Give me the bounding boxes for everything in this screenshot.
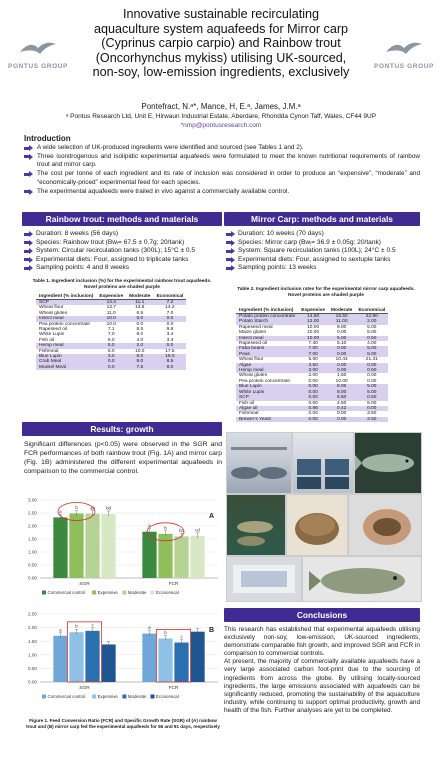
table-cell: 5.00 [367,400,377,406]
intro-text: A wide selection of UK-produced ingredients were identified and sourced (see Tables 1 and 2). [37,144,304,151]
table-cell: 9.0 [126,359,153,364]
y-tick-label: 2.00 [28,523,37,529]
logo-text: PONTUS GROUP [8,63,68,70]
table-cell: 2.00 [308,373,318,379]
table-cell: 3.3 [166,337,174,343]
table-cell: 13.6 [135,305,145,311]
table-cell: 14.2 [165,305,175,311]
y-tick-label: 2.00 [28,625,37,631]
significance-letter: a [148,523,151,529]
arrow-bullet-icon [24,248,33,254]
arrow-bullet-icon [226,231,235,237]
photo-fish-tank [226,494,286,556]
arrow-bullet-icon [24,240,33,246]
table-cell: 10.00 [307,330,320,336]
x-tick-label: SGR [79,582,90,587]
y-tick-label: 1.50 [28,536,37,542]
table-cell: 0.0 [96,359,126,364]
table-cell: 1.60 [337,373,347,379]
table-cell: 0.00 [328,417,355,422]
table-cell: Insect meal [236,336,298,341]
bird-icon [8,38,68,61]
significance-letter: a [59,627,62,633]
legend-label: Moderate [127,694,147,699]
table-cell: 11.0 [106,310,116,316]
list-item [24,247,222,256]
table-cell: 13.7 [106,305,116,311]
results-paragraph: Significant differences (p<0.05) were observed in the SGR and FCR performances of both rainbow trout (Fig. 1A) and mirror carp (Fig. 1B) administered the different experimental aquafeeds in comparison to the commercial control. [24,441,222,475]
significance-letter: b [75,623,78,629]
chart-a [22,494,222,602]
column-header: Ingredient (% inclusion) [236,307,298,314]
table-cell: 10.0 [106,321,116,327]
table-cell: 0.00 [337,411,347,417]
table-cell: 3.50 [367,411,377,417]
logo-left [8,38,68,72]
bar [158,638,172,682]
table-cell: Wheat gluten [239,373,268,379]
table-cell: 0.50 [355,368,388,373]
list-item [226,239,422,248]
table-cell: 12.00 [298,319,328,324]
table-cell: Hemp meal [236,368,298,373]
column-header: Ingredient (% inclusion) [36,293,96,300]
table-cell: 5.10 [337,341,347,347]
table-cell: 5.00 [367,324,377,330]
title-line: (Oncorhynchus mykiss) utilising UK-sourced, [95,50,347,65]
table-cell: 8.0 [126,354,153,359]
logo-right [374,38,434,72]
table-cell: 7.1 [107,327,115,333]
bullet-text: Duration: 10 weeks (70 days) [238,230,324,237]
title-line: aquaculture system aquafeeds for Mirror carp [93,21,349,36]
table-cell: Faba beans [236,346,298,351]
bullet-text: Sampling points: 4 and 8 weeks [36,264,130,272]
y-tick-label: 1.00 [28,549,37,555]
table-cell: 7.0 [107,332,115,338]
table-cell: Potato protein concentrate [236,314,298,320]
carp-heading: Mirror Carp: methods and materials [224,212,420,226]
table-cell: 10.00 [307,324,320,330]
x-tick-label: FCR [168,686,179,691]
arrow-bullet-icon [24,171,33,177]
legend-swatch [92,591,96,595]
bullet-text: Experimental diets: Four, assigned to triplicate tanks [36,255,189,263]
bullet-text: System: Circular recirculation tanks (300L); 15°C ± 0.5 [36,247,196,255]
conclusions-heading: Conclusions [224,608,420,622]
table-cell: Fish oil [239,400,255,406]
table-cell: Rapeseed oil [39,327,68,333]
carp-bullets [226,230,422,273]
list-item [24,256,222,265]
title-line: non-soy, low-emission ingredients, exclusively [92,65,350,80]
table-cell: 5.00 [355,352,388,357]
list-item [226,247,422,256]
table-cell: 0.00 [328,352,355,357]
table-cell: 7.00 [298,346,328,351]
bar [53,517,67,578]
arrow-bullet-icon [226,240,235,246]
table-cell: 14.4 [96,300,126,306]
photo-feed-pellets [286,494,348,556]
results-heading: Results: growth [22,422,222,436]
x-tick-label: SGR [79,686,90,691]
list-item [24,153,420,170]
poster-title [62,7,380,80]
table-cell: Insect meal [36,316,96,321]
table-cell: 5.00 [367,330,377,336]
significance-letter: b [164,629,167,635]
legend-label: Commercial control [47,694,86,699]
table-cell: 0.00 [298,390,328,395]
photo-feed-hand [348,494,422,556]
table-cell: 3.4 [166,332,174,338]
legend-swatch [42,591,46,595]
y-tick-label: 0.00 [28,679,37,685]
table-cell: 3.50 [298,363,328,368]
chart-b [22,608,222,706]
bullet-text: Species: Rainbow trout (Bwᵢ= 67.5 ± 0.7g; 20/tank) [36,238,185,246]
legend-swatch [122,695,126,699]
significance-letter: a [148,625,151,631]
bar [53,636,67,682]
table-cell: Potato Starch [236,319,298,324]
column-header: Economical [153,293,186,300]
photo-tanks-square [292,432,354,494]
bar [101,514,115,578]
bullet-text: Species: Mirror carp (Bwᵢ= 36.9 ± 0.05g; 20/tank) [238,238,382,246]
bar [174,643,188,682]
bullet-text: Sampling points: 13 weeks [238,264,317,272]
panel-label: B [208,627,214,634]
intro-text: The experimental aquafeeds were trailed in vivo against a commercially available control. [37,187,290,195]
list-item [24,170,420,187]
table-cell: 0.00 [328,346,355,351]
column-header: Expensive [96,293,126,300]
legend-label: Commercial control [47,590,86,595]
table-cell: Blue Lupin [36,354,96,359]
table-cell: 5.0 [126,316,153,321]
bar [69,514,83,578]
table-cell: 7.00 [298,352,328,357]
figure1-caption: Figure 1. Feed Conversion Ratio (FCR) and Specific Growth Rate (SGR) of (A) rainbow trout and (B) mirror carp fed the experimental aquafeeds for 56 and 91 days, respectively [26,718,220,729]
table-cell: Pea protein concentrate [39,321,90,327]
arrow-bullet-icon [24,231,33,237]
arrow-bullet-icon [24,265,33,271]
table-cell: 0.0 [153,316,186,321]
table-cell: 10.0 [96,316,126,321]
list-item [24,264,222,273]
table-cell: 2.0 [126,343,153,348]
table-cell: Fishmeal [39,348,59,354]
affiliation: ᵃ Pontus Research Ltd, Unit E, Hirwaun Industrial Estate, Aberdare, Rhondda Cynon Taff, Wales, CF44 9UP [65,113,377,120]
bar [85,631,99,682]
table-cell: Wheat flour [39,305,64,311]
table2 [236,307,388,422]
table-cell: 5.00 [355,346,388,351]
table-cell: 0.00 [355,406,388,411]
y-tick-label: 0.50 [28,666,37,671]
table-cell: 3.00 [298,368,328,373]
table-cell: Algae [236,363,298,368]
significance-letter: a [59,508,62,514]
title-line: Innovative sustainable recirculating [122,7,319,21]
significance-letter: b [75,505,78,511]
table-cell: 22.90 [355,314,388,320]
y-tick-label: 3.00 [28,497,37,503]
list-item [226,230,422,239]
table-cell: 21.31 [365,357,378,363]
table-cell: 5.00 [355,384,388,389]
table-cell: 2.50 [355,417,388,422]
table-cell: 0.00 [298,384,328,389]
column-header: Economical [355,307,388,314]
table-cell: 8.5 [136,327,144,333]
table-cell: 4.00 [367,341,377,347]
authors: Pontefract, N.ᵃ*, Mance, H, E.ᵃ, James, J.M.ᵃ [141,102,301,111]
table-cell: Maize gluten [239,330,267,336]
list-item [24,188,420,196]
y-tick-label: 0.00 [28,575,37,581]
table-cell: Rapeseed oil [239,341,268,347]
bar [142,634,156,682]
legend-swatch [92,695,96,699]
table2-caption: Table 2. Ingredient inclusion rates for the experimental mirror carp aquafeeds. Novel proteins are shaded purple [237,287,415,298]
photo-tanks-round [226,432,292,494]
table-cell: 0.0 [153,343,186,348]
photo-lab-fish [226,556,302,602]
column-header: Moderate [328,307,355,314]
table-cell: 14.50 [298,314,328,320]
bar [69,632,83,682]
arrow-bullet-icon [226,248,235,254]
table-cell: Fish oil [39,337,55,343]
legend-swatch [151,695,155,699]
significance-letter: c [91,622,94,628]
significance-letter: b [164,525,167,531]
table-cell: 2.50 [337,400,347,406]
table-cell: White Lupin [236,390,298,395]
bullet-text: Duration: 8 weeks (56 days) [36,230,119,237]
table-cell: 8.00 [328,390,355,395]
legend-label: Economical [156,694,179,699]
table-cell: 4.0 [136,337,144,343]
conclusions-p2: At present, the majority of commercially available aquafeeds have a very large associated carbon foot-print due to the sourcing of ingredients from across the globe. By utilising locally-sourced ingredients, the large emissions associated with aquafeeds can be significantly reduced, promoting the sustainability of the aquaculture industry, while continuing to support optimal productivity, growth and health of the fish. Further analyses are yet to be completed. [224,658,420,714]
table-cell: 11.1 [126,300,153,306]
legend-swatch [151,591,155,595]
table-cell: 10.00 [335,378,348,384]
bar [174,536,188,578]
bar [190,632,204,682]
significance-letter: cd [195,527,200,533]
intro-list [24,144,420,196]
table-cell: Crab Meal [36,359,96,364]
table-cell: Peas [236,352,298,357]
bullet-text: Experimental diets: Four, assigned to sextuple tanks [238,255,391,263]
table-cell: 7.0 [166,310,174,316]
arrow-bullet-icon [226,265,235,271]
significance-letter: ab [90,505,95,511]
table-cell: 0.00 [367,373,377,379]
table-cell: 0.50 [355,336,388,341]
y-tick-label: 0.50 [28,562,37,568]
y-tick-label: 1.50 [28,638,37,644]
table-cell: Brewer’s Yeast [236,417,298,422]
table-cell: Wheat gluten [39,310,68,316]
list-item [226,264,422,273]
legend-label: Economical [156,590,179,595]
list-item [226,256,422,265]
column-header: Expensive [298,307,328,314]
list-item [24,144,420,152]
table-cell: Pea protein concentrate [239,378,290,384]
table-cell: 0.00 [308,411,318,417]
table-cell: 8.5 [153,359,186,364]
bar [101,644,115,682]
table-cell: Rapeseed meal [239,324,273,330]
photo-carp [302,556,422,602]
table-cell: 0.0 [136,321,144,327]
intro-heading: Introduction [24,134,71,143]
table-cell: 0.0 [166,321,174,327]
table-cell: 10.00 [298,336,328,341]
table-cell: SCP [36,300,96,306]
table-cell: Blue Lupin [236,384,298,389]
arrow-bullet-icon [24,257,33,263]
table-cell: SCP [236,395,298,400]
y-tick-label: 2.50 [28,510,37,516]
trout-heading: Rainbow trout: methods and materials [22,212,222,226]
table-cell: 0.00 [328,368,355,373]
table-cell: 17.5 [165,348,175,354]
table-row [36,365,186,370]
table-row [236,357,388,362]
y-tick-label: 2.50 [28,611,37,617]
conclusions-text [224,626,420,715]
conclusions-p1: This research has established that experimental aquafeeds utilising exclusively non-soy, low-emission, UK-sourced ingredients, demonstrate comparable fish growth, and improved SGR and FCR in comparison to commercial controls. [224,626,420,658]
table-cell: 0.00 [337,330,347,336]
arrow-bullet-icon [226,257,235,263]
y-tick-label: 1.00 [28,652,37,658]
table-cell: 8.00 [337,324,347,330]
table-cell: 8.00 [328,384,355,389]
table-cell: 0.00 [308,400,318,406]
arrow-bullet-icon [24,145,33,151]
significance-letter: bc [179,527,184,533]
arrow-bullet-icon [24,154,33,160]
table-cell: Fishmeal [239,411,259,417]
table-cell: 7.5 [126,365,153,370]
legend-swatch [122,591,126,595]
table-cell: 0.0 [96,365,126,370]
title-line: (Cyprinus carpio carpio) and Rainbow trout [101,36,341,51]
table-cell: 9.8 [166,327,174,333]
table-cell: Hemp meal [36,343,96,348]
bird-icon [374,38,434,61]
table-cell: 7.2 [153,300,186,306]
legend-label: Expensive [97,694,118,699]
table-cell: 0.00 [298,395,328,400]
table-cell: Algae oil [236,406,298,411]
significance-letter: bd [106,505,111,511]
table-cell: 16.50 [328,314,355,320]
photo-trout [354,432,422,494]
table-cell: Wheat flour [239,357,264,363]
list-item [24,230,222,239]
table1 [36,293,186,370]
table-cell: 0.42 [328,406,355,411]
list-item [24,239,222,248]
significance-letter: c [180,634,183,640]
bullet-text: System: Square recirculation tanks (100L); 24°C ± 0.5 [238,247,396,255]
table-cell: 5.90 [308,357,318,363]
table-cell: 10.0 [135,348,145,354]
arrow-bullet-icon [24,189,33,195]
intro-text: Three isonitrogenous and isolipidic experimental aquafeeds were formulated to meet the known nutritional requirements of rainbow trout and mirror carp. [37,152,420,169]
table-cell: 8.0 [153,365,186,370]
table-cell: 5.0 [107,348,115,354]
table-cell: 11.00 [328,319,355,324]
table1-caption: Table 1. Ingredient inclusion (%) for the experimental rainbow trout aquafeeds. Novel proteins are shaded purple [32,279,212,290]
table-cell: 6.5 [136,310,144,316]
trout-bullets [24,230,222,273]
table-cell: 5.00 [328,336,355,341]
panel-label: A [208,513,214,520]
table-cell: 10.44 [335,357,348,363]
table-cell: 15.0 [153,354,186,359]
table-cell: Mussel Meal [36,365,96,370]
table-cell: 6.0 [107,337,115,343]
table-cell: 5.0 [96,343,126,348]
table-cell: 7.40 [308,341,318,347]
table-cell: 0.00 [367,378,377,384]
table-cell: 0.00 [298,417,328,422]
column-header: Moderate [126,293,153,300]
table-cell: 0.50 [355,395,388,400]
intro-text: The cost per tonne of each ingredient and its rate of inclusion was considered in order to produce an “expensive”, “moderate” and “economically-priced” experimental feed for each species. [37,170,420,186]
table-row [236,417,388,422]
legend-label: Moderate [127,590,147,595]
legend-label: Expensive [97,590,118,595]
x-tick-label: FCR [168,582,179,587]
email-link[interactable]: *nmp@pontusresearch.com [180,122,262,129]
table-cell: 0.86 [298,406,328,411]
table-cell: 2.00 [355,319,388,324]
bar [85,514,99,578]
table-cell: 3.0 [96,354,126,359]
table-cell: 0.00 [355,363,388,368]
table-cell: 0.00 [328,363,355,368]
legend-swatch [42,695,46,699]
bar [190,536,204,578]
table-cell: 0.00 [308,378,318,384]
table-cell: 5.00 [355,390,388,395]
table-cell: 8.0 [136,332,144,338]
table-cell: 6.50 [328,395,355,400]
table-cell: White Lupin [39,332,65,338]
logo-text: PONTUS GROUP [374,63,434,70]
